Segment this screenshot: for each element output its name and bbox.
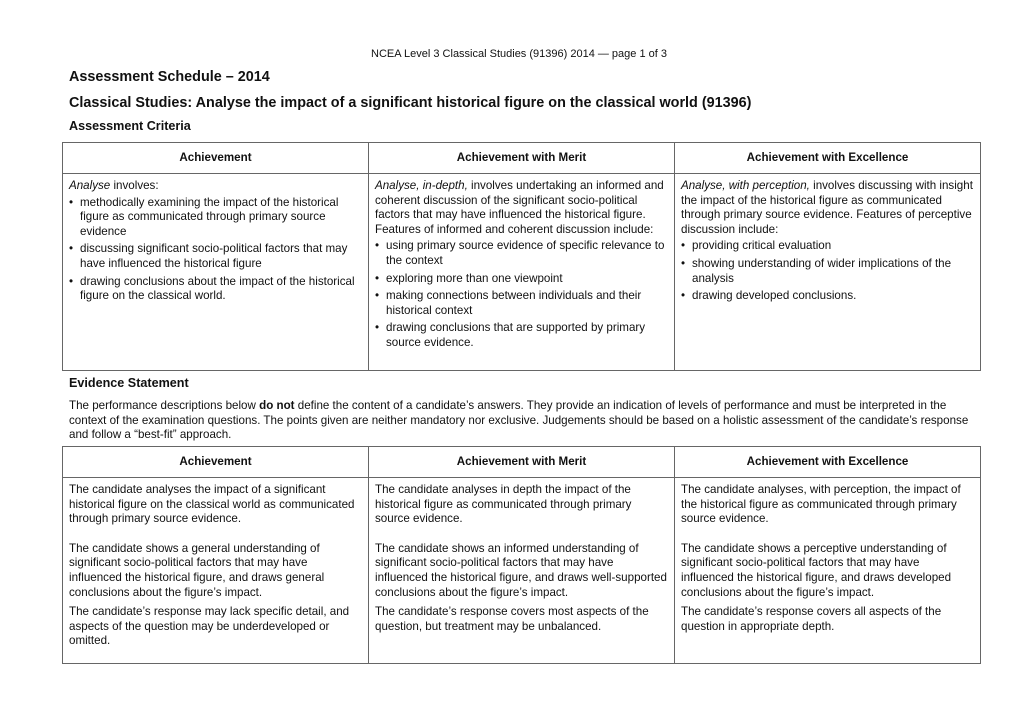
criteria-lead [69,179,362,194]
criteria-merit-cell [369,174,675,371]
column-header-merit: Achievement with Merit [369,143,675,174]
evidence-paragraph: The candidate’s response covers most aspects of the question, but treatment may be unbalanced. [375,605,649,633]
intro-emphasis: do not [259,399,295,412]
list-item: • making connections between individuals and their historical context [375,289,668,318]
column-header-excellence: Achievement with Excellence [675,447,981,478]
list-item: • drawing developed conclusions. [681,289,974,304]
criteria-list [69,196,362,304]
evidence-paragraph: The candidate analyses, with perception, the impact of the historical figure as communicated through primary source evidence. [681,483,961,526]
evidence-heading: Evidence Statement [69,376,189,390]
criteria-lead-term: Analyse, with perception, [681,179,810,192]
criteria-lead [375,179,668,237]
criteria-lead-text: involves discussing with insight the impact of the historical figure as communicated through primary source evidence. Features of perceptive discussion include: [681,179,973,236]
intro-text-start: The performance descriptions below [69,399,260,412]
intro-text-end: define the content of a candidate’s answers. They provide an indication of levels of performance and must be interpreted in the context of the examination questions. The points given are neither mandatory nor exclusive. Judgements should be based on a holistic assessment of the candidate’s response and follow a “best-fit” approach. [69,399,969,442]
evidence-paragraph: The candidate’s response covers all aspects of the question in appropriate depth. [681,605,942,633]
list-item: • exploring more than one viewpoint [375,272,668,287]
evidence-statement-table [62,446,981,664]
list-item: • showing understanding of wider implications of the analysis [681,257,974,286]
evidence-merit-cell [369,478,675,664]
criteria-lead [681,179,974,237]
page-header: NCEA Level 3 Classical Studies (91396) 2014 — page 1 of 3 [371,48,667,60]
criteria-achievement-cell [63,174,369,371]
list-item: • methodically examining the impact of the historical figure as communicated through primary source evidence [69,196,362,240]
criteria-lead-term: Analyse, in-depth, [375,179,468,192]
criteria-lead-text: involves: [110,179,159,192]
table-row [63,478,981,664]
table-header-row [63,447,981,478]
evidence-paragraph: The candidate shows a perceptive understanding of significant socio-political factors that may have influenced the historical figure, and draws developed conclusions about the figure’s impact. [681,541,952,599]
schedule-title: Assessment Schedule – 2014 [69,69,270,85]
evidence-excellence-cell [675,478,981,664]
criteria-heading: Assessment Criteria [69,119,191,133]
criteria-lead-term: Analyse [69,179,111,192]
evidence-paragraph: The candidate analyses in depth the impact of the historical figure as communicated through primary source evidence. [375,483,632,526]
list-item: • drawing conclusions about the impact of the historical figure on the classical world. [69,275,362,304]
evidence-paragraph: The candidate’s response may lack specific detail, and aspects of the question may be underdeveloped or omitted. [69,605,350,648]
evidence-paragraph: The candidate analyses the impact of a significant historical figure on the classical world as communicated through primary source evidence. [69,483,355,526]
column-header-achievement: Achievement [63,143,369,174]
list-item: • providing critical evaluation [681,239,974,254]
list-item: • discussing significant socio-political factors that may have influenced the historical figure [69,242,362,271]
criteria-excellence-cell [675,174,981,371]
table-row [63,174,981,371]
standard-title: Classical Studies: Analyse the impact of a significant historical figure on the classical world (91396) [69,95,752,111]
evidence-paragraph: The candidate shows a general understanding of significant socio-political factors that may have influenced the historical figure, and draws general conclusions about the figure’s impact. [69,541,325,599]
evidence-paragraph: The candidate shows an informed understanding of significant socio-political factors that may have influenced the historical figure, and draws well-supported conclusions about the figure’s impact. [375,541,667,599]
list-item: • drawing conclusions that are supported by primary source evidence. [375,321,668,350]
column-header-merit: Achievement with Merit [369,447,675,478]
evidence-achievement-cell [63,478,369,664]
criteria-list [681,239,974,303]
table-header-row [63,143,981,174]
criteria-list [375,239,668,350]
criteria-lead-text: involves undertaking an informed and coherent discussion of the significant socio-political factors that may have influenced the historical figure. Features of informed and coherent discussion include: [375,179,664,236]
column-header-excellence: Achievement with Excellence [675,143,981,174]
column-header-achievement: Achievement [63,447,369,478]
evidence-intro [69,399,974,443]
list-item: • using primary source evidence of specific relevance to the context [375,239,668,268]
assessment-criteria-table [62,142,981,371]
